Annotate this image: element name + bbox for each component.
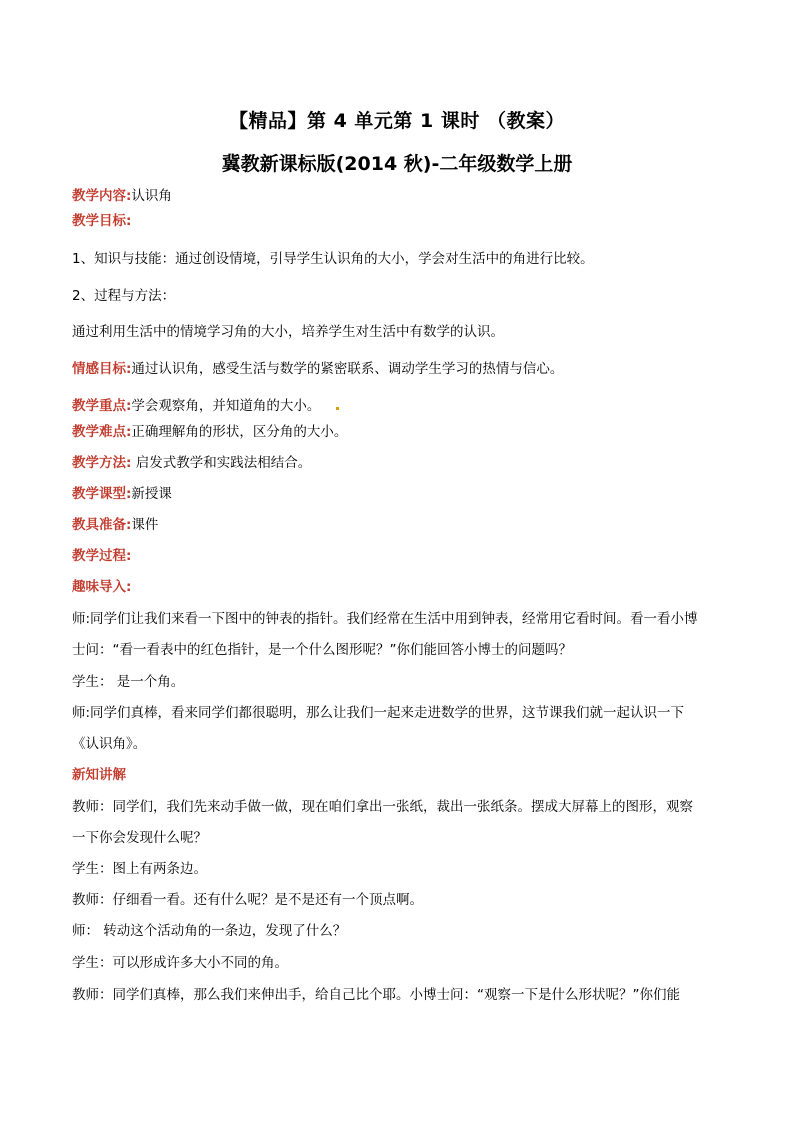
tools-label: 教具准备: <box>72 517 132 533</box>
stray-dot <box>336 407 339 410</box>
paragraph-3a: 师:同学们真棒，看来同学们都很聪明，那么让我们一起来走进数学的世界，这节课我们就一起认识一下 <box>72 705 685 721</box>
paragraph-1b: 士问：“看一看表中的红色指针，是一个什么图形呢？”你们能回答小博士的问题吗？ <box>72 642 572 658</box>
type-label: 教学课型: <box>72 486 132 502</box>
content-value: 认识角 <box>131 188 172 204</box>
process-heading <box>72 546 732 566</box>
difficulty-label: 教学难点: <box>72 424 132 440</box>
content-label: 教学内容: <box>72 188 132 204</box>
new-knowledge-heading <box>72 765 732 785</box>
tools-line <box>72 515 732 535</box>
type-value: 新授课 <box>131 486 172 502</box>
goals-heading <box>72 211 732 231</box>
paragraph-4a: 教师：同学们，我们先来动手做一做，现在咱们拿出一张纸，裁出一张纸条。摆成大屏幕上的图形，观察 <box>72 799 693 815</box>
tools-value: 课件 <box>131 517 159 533</box>
key-line <box>72 396 732 416</box>
paragraph-8: 学生：可以形成许多大小不同的角。 <box>72 955 288 971</box>
difficulty-value: 正确理解角的形状，区分角的大小。 <box>131 424 348 440</box>
emotion-label: 情感目标: <box>72 361 132 377</box>
method-value: 启发式教学和实践法相结合。 <box>131 455 312 471</box>
document-subtitle: 冀教新课标版(2014 秋)-二年级数学上册 <box>221 153 573 175</box>
new-knowledge-label: 新知讲解 <box>72 767 126 783</box>
document-title: 【精品】第 4 单元第 1 课时 （教案） <box>228 110 565 132</box>
goal-2-text: 通过利用生活中的情境学习角的大小，培养学生对生活中有数学的认识。 <box>72 324 504 340</box>
paragraph-3b: 《认识角》。 <box>72 736 147 752</box>
paragraph-6: 教师：仔细看一看。还有什么呢？是不是还有一个顶点啊。 <box>72 892 423 908</box>
intro-heading <box>72 577 732 597</box>
paragraph-7: 师： 转动这个活动角的一条边，发现了什么？ <box>72 923 347 939</box>
content-line <box>72 186 732 206</box>
paragraph-1a: 师:同学们让我们来看一下图中的钟表的指针。我们经常在生活中用到钟表，经常用它看时间。看一看小博 <box>72 611 698 627</box>
paragraph-9: 教师：同学们真棒，那么我们来伸出手，给自己比个耶。小博士问：“观察一下是什么形状呢？”你们能 <box>72 987 680 1003</box>
emotion-line <box>72 359 732 379</box>
type-line <box>72 484 732 504</box>
key-value: 学会观察角，并知道角的大小。 <box>131 398 321 414</box>
goal-2: 2、过程与方法： <box>72 288 176 304</box>
method-label: 教学方法: <box>72 455 132 471</box>
paragraph-5: 学生：图上有两条边。 <box>72 861 207 877</box>
emotion-value: 通过认识角，感受生活与数学的紧密联系、调动学生学习的热情与信心。 <box>131 361 564 377</box>
goal-1: 1、知识与技能：通过创设情境，引导学生认识角的大小，学会对生活中的角进行比较。 <box>72 251 594 267</box>
paragraph-2: 学生： 是一个角。 <box>72 674 185 690</box>
process-label: 教学过程: <box>72 548 132 564</box>
goals-label: 教学目标: <box>72 213 132 229</box>
key-label: 教学重点: <box>72 398 132 414</box>
method-line <box>72 453 732 473</box>
intro-label: 趣味导入: <box>72 579 132 595</box>
paragraph-4b: 一下你会发现什么呢？ <box>72 830 207 846</box>
difficulty-line <box>72 422 732 442</box>
